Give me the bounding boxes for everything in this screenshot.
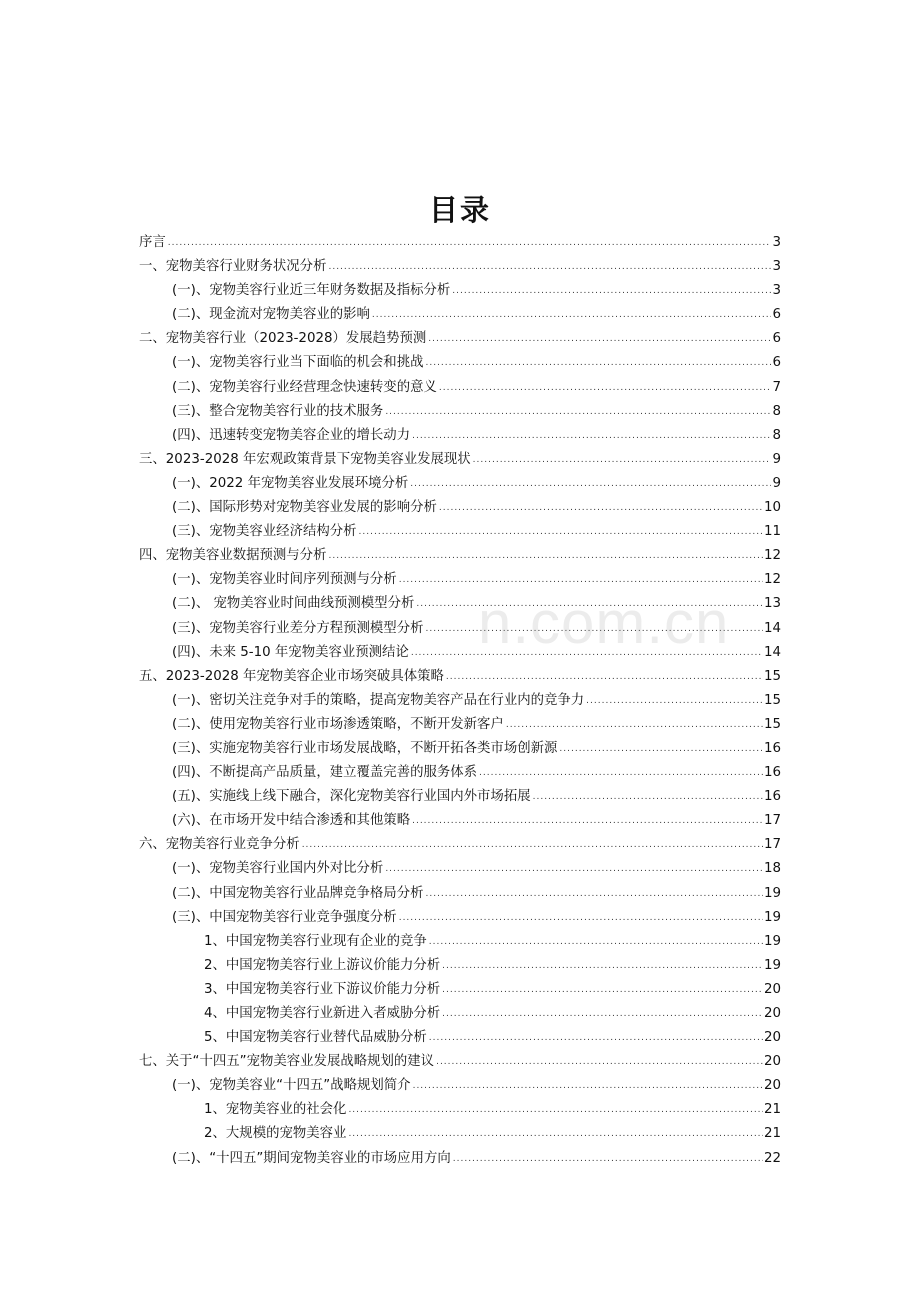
toc-entry-title: 5、中国宠物美容行业替代品威胁分析 [204,1030,427,1046]
toc-entry-page-number: 6 [772,355,781,371]
toc-entry[interactable] [139,785,781,809]
toc-entry[interactable] [139,833,781,857]
toc-entry-title: (一)、密切关注竞争对手的策略，提高宠物美容产品在行业内的竞争力 [172,692,585,708]
toc-entry-title: (二)、国际形势对宠物美容业发展的影响分析 [172,500,437,516]
toc-entry-page-number: 16 [763,789,781,805]
dot-leader [429,930,763,954]
toc-entry-page-number: 9 [772,451,781,467]
toc-entry-title: (一)、宠物美容行业当下面临的机会和挑战 [172,355,424,371]
dot-leader [442,978,763,1002]
toc-entry[interactable] [139,544,781,568]
dot-leader [348,1098,763,1122]
toc-entry[interactable] [139,809,781,833]
toc-entry-page-number: 15 [763,692,781,708]
toc-entry[interactable] [139,737,781,761]
toc-entry-title: 二、宠物美容行业（2023-2028）发展趋势预测 [139,331,427,347]
toc-entry[interactable] [139,1147,781,1171]
toc-entry-title: (一)、宠物美容行业国内外对比分析 [172,861,384,877]
toc-entry-title: (二)、中国宠物美容行业品牌竞争格局分析 [172,885,424,901]
toc-entry[interactable] [139,279,781,303]
toc-entry-page-number: 10 [763,500,781,516]
toc-entry-title: (四)、迅速转变宠物美容企业的增长动力 [172,427,411,443]
toc-entry-title: (四)、未来 5-10 年宠物美容业预测结论 [172,644,409,660]
toc-entry[interactable] [139,568,781,592]
dot-leader [372,303,772,327]
dot-leader [425,617,762,641]
dot-leader [416,592,763,616]
dot-leader [436,1050,763,1074]
dot-leader [473,448,772,472]
dot-leader [506,713,763,737]
toc-entry-page-number: 18 [763,861,781,877]
toc-entry-title: 1、宠物美容业的社会化 [204,1102,347,1118]
dot-leader [328,544,762,568]
toc-entry[interactable] [139,255,781,279]
toc-entry[interactable] [139,1050,781,1074]
toc-entry-title: 4、中国宠物美容行业新进入者威胁分析 [204,1006,441,1021]
toc-entry-page-number: 3 [772,235,781,250]
toc-entry[interactable] [139,1002,781,1026]
toc-entry[interactable] [139,376,781,400]
toc-entry[interactable] [139,351,781,375]
dot-leader [412,424,771,448]
toc-entry-page-number: 3 [772,283,781,299]
toc-entry-title: (三)、宠物美容行业差分方程预测模型分析 [172,620,424,636]
toc-entry-page-number: 6 [772,307,781,323]
toc-entry[interactable] [139,1074,781,1098]
toc-entry-page-number: 12 [763,572,781,588]
toc-entry-title: 五、2023-2028 年宠物美容企业市场突破具体策略 [139,668,444,684]
toc-entry-title: (五)、实施线上线下融合，深化宠物美容行业国内外市场拓展 [172,789,531,805]
toc-entry[interactable] [139,496,781,520]
dot-leader [429,1026,763,1050]
toc-entry-title: 1、中国宠物美容行业现有企业的竞争 [204,933,427,949]
toc-entry-title: 一、宠物美容行业财务状况分析 [139,259,327,275]
toc-entry-page-number: 13 [763,596,781,612]
toc-entry-page-number: 15 [763,668,781,684]
dot-leader [348,1122,763,1146]
toc-entry-page-number: 15 [763,716,781,732]
toc-entry[interactable] [139,665,781,689]
dot-leader [168,231,772,255]
toc-entry-page-number: 17 [763,837,781,853]
toc-entry-page-number: 19 [763,885,781,901]
toc-entry[interactable] [139,520,781,544]
toc-entry-page-number: 19 [763,933,781,949]
toc-entry-title: (二)、现金流对宠物美容业的影响 [172,307,370,323]
dot-leader [385,400,771,424]
toc-entry-title: (二)、“十四五”期间宠物美容业的市场应用方向 [172,1150,451,1166]
table-of-contents [139,231,781,1171]
dot-leader [399,906,763,930]
toc-entry-title: 2、大规模的宠物美容业 [204,1126,347,1142]
toc-entry-page-number: 20 [763,1078,781,1094]
dot-leader [559,737,763,761]
dot-leader [425,351,771,375]
dot-leader [428,327,771,351]
toc-entry-page-number: 7 [772,379,781,395]
toc-entry[interactable] [139,303,781,327]
toc-entry-page-number: 22 [763,1150,781,1166]
toc-entry-page-number: 21 [763,1102,781,1118]
dot-leader [399,568,763,592]
toc-entry-title: (六)、在市场开发中结合渗透和其他策略 [172,813,411,829]
toc-entry[interactable] [139,641,781,665]
toc-title: 目录 [428,193,491,227]
toc-entry-page-number: 16 [763,740,781,756]
toc-entry[interactable] [139,882,781,906]
toc-entry-title: (四)、不断提高产品质量，建立覆盖完善的服务体系 [172,765,478,781]
toc-entry[interactable] [139,1026,781,1050]
toc-entry-title: (三)、宠物美容业经济结构分析 [172,524,357,540]
toc-entry[interactable] [139,448,781,472]
dot-leader [385,857,763,881]
toc-entry-page-number: 20 [763,981,781,997]
toc-entry[interactable] [139,954,781,978]
toc-entry-title: (一)、宠物美容业时间序列预测与分析 [172,572,397,588]
toc-entry-page-number: 17 [763,813,781,829]
toc-entry-title: 序言 [139,235,166,250]
toc-entry-page-number: 8 [772,427,781,443]
dot-leader [328,255,771,279]
toc-entry-title: 三、2023-2028 年宏观政策背景下宠物美容业发展现状 [139,451,471,467]
dot-leader [410,472,771,496]
dot-leader [439,496,763,520]
toc-entry-title: (三)、实施宠物美容行业市场发展战略，不断开拓各类市场创新源 [172,740,558,756]
dot-leader [586,689,763,713]
dot-leader [302,833,763,857]
toc-entry-title: (二)、 宠物美容业时间曲线预测模型分析 [172,596,415,612]
toc-entry-page-number: 20 [763,1054,781,1070]
toc-entry[interactable] [139,906,781,930]
toc-entry-page-number: 8 [772,403,781,419]
dot-leader [412,809,763,833]
toc-entry-page-number: 16 [763,765,781,781]
dot-leader [442,954,763,978]
toc-entry[interactable] [139,1098,781,1122]
toc-entry-page-number: 12 [763,548,781,564]
dot-leader [479,761,763,785]
toc-entry-page-number: 11 [763,524,781,540]
toc-entry-title: 3、中国宠物美容行业下游议价能力分析 [204,981,441,997]
toc-entry[interactable] [139,400,781,424]
dot-leader [359,520,763,544]
dot-leader [411,641,763,665]
toc-entry-title: (三)、中国宠物美容行业竞争强度分析 [172,909,397,925]
toc-entry-title: 六、宠物美容行业竞争分析 [139,837,300,853]
toc-entry-title: (一)、2022 年宠物美容业发展环境分析 [172,475,409,491]
toc-entry[interactable] [139,978,781,1002]
dot-leader [452,279,771,303]
toc-entry-title: 四、宠物美容业数据预测与分析 [139,548,327,564]
toc-entry-title: 2、中国宠物美容行业上游议价能力分析 [204,957,441,973]
toc-entry-page-number: 14 [763,620,781,636]
toc-entry[interactable] [139,327,781,351]
toc-entry[interactable] [139,713,781,737]
toc-entry-title: (一)、宠物美容业“十四五”战略规划简介 [172,1078,411,1094]
toc-entry[interactable] [139,761,781,785]
dot-leader [453,1147,763,1171]
dot-leader [439,376,772,400]
toc-entry-page-number: 19 [763,909,781,925]
dot-leader [425,882,762,906]
toc-entry-page-number: 21 [763,1126,781,1142]
dot-leader [446,665,763,689]
toc-entry-page-number: 6 [772,331,781,347]
toc-entry[interactable] [139,592,781,616]
toc-entry-page-number: 3 [772,259,781,275]
toc-entry[interactable] [139,857,781,881]
dot-leader [442,1002,763,1026]
toc-entry[interactable] [139,1122,781,1146]
toc-entry-page-number: 19 [763,957,781,973]
dot-leader [413,1074,763,1098]
toc-entry[interactable] [139,231,781,255]
toc-entry-title: (二)、宠物美容行业经营理念快速转变的意义 [172,379,437,395]
toc-entry-page-number: 14 [763,644,781,660]
toc-entry-page-number: 20 [763,1006,781,1021]
toc-entry[interactable] [139,617,781,641]
toc-entry-page-number: 20 [763,1030,781,1046]
watermark: n.com.cn [478,589,730,656]
toc-entry-page-number: 9 [772,475,781,491]
toc-entry[interactable] [139,472,781,496]
toc-entry[interactable] [139,689,781,713]
toc-entry-title: (二)、使用宠物美容行业市场渗透策略，不断开发新客户 [172,716,504,732]
toc-entry[interactable] [139,930,781,954]
toc-entry-title: (一)、宠物美容行业近三年财务数据及指标分析 [172,283,451,299]
toc-entry[interactable] [139,424,781,448]
toc-entry-title: 七、关于“十四五”宠物美容业发展战略规划的建议 [139,1054,435,1070]
dot-leader [533,785,763,809]
toc-entry-title: (三)、整合宠物美容行业的技术服务 [172,403,384,419]
